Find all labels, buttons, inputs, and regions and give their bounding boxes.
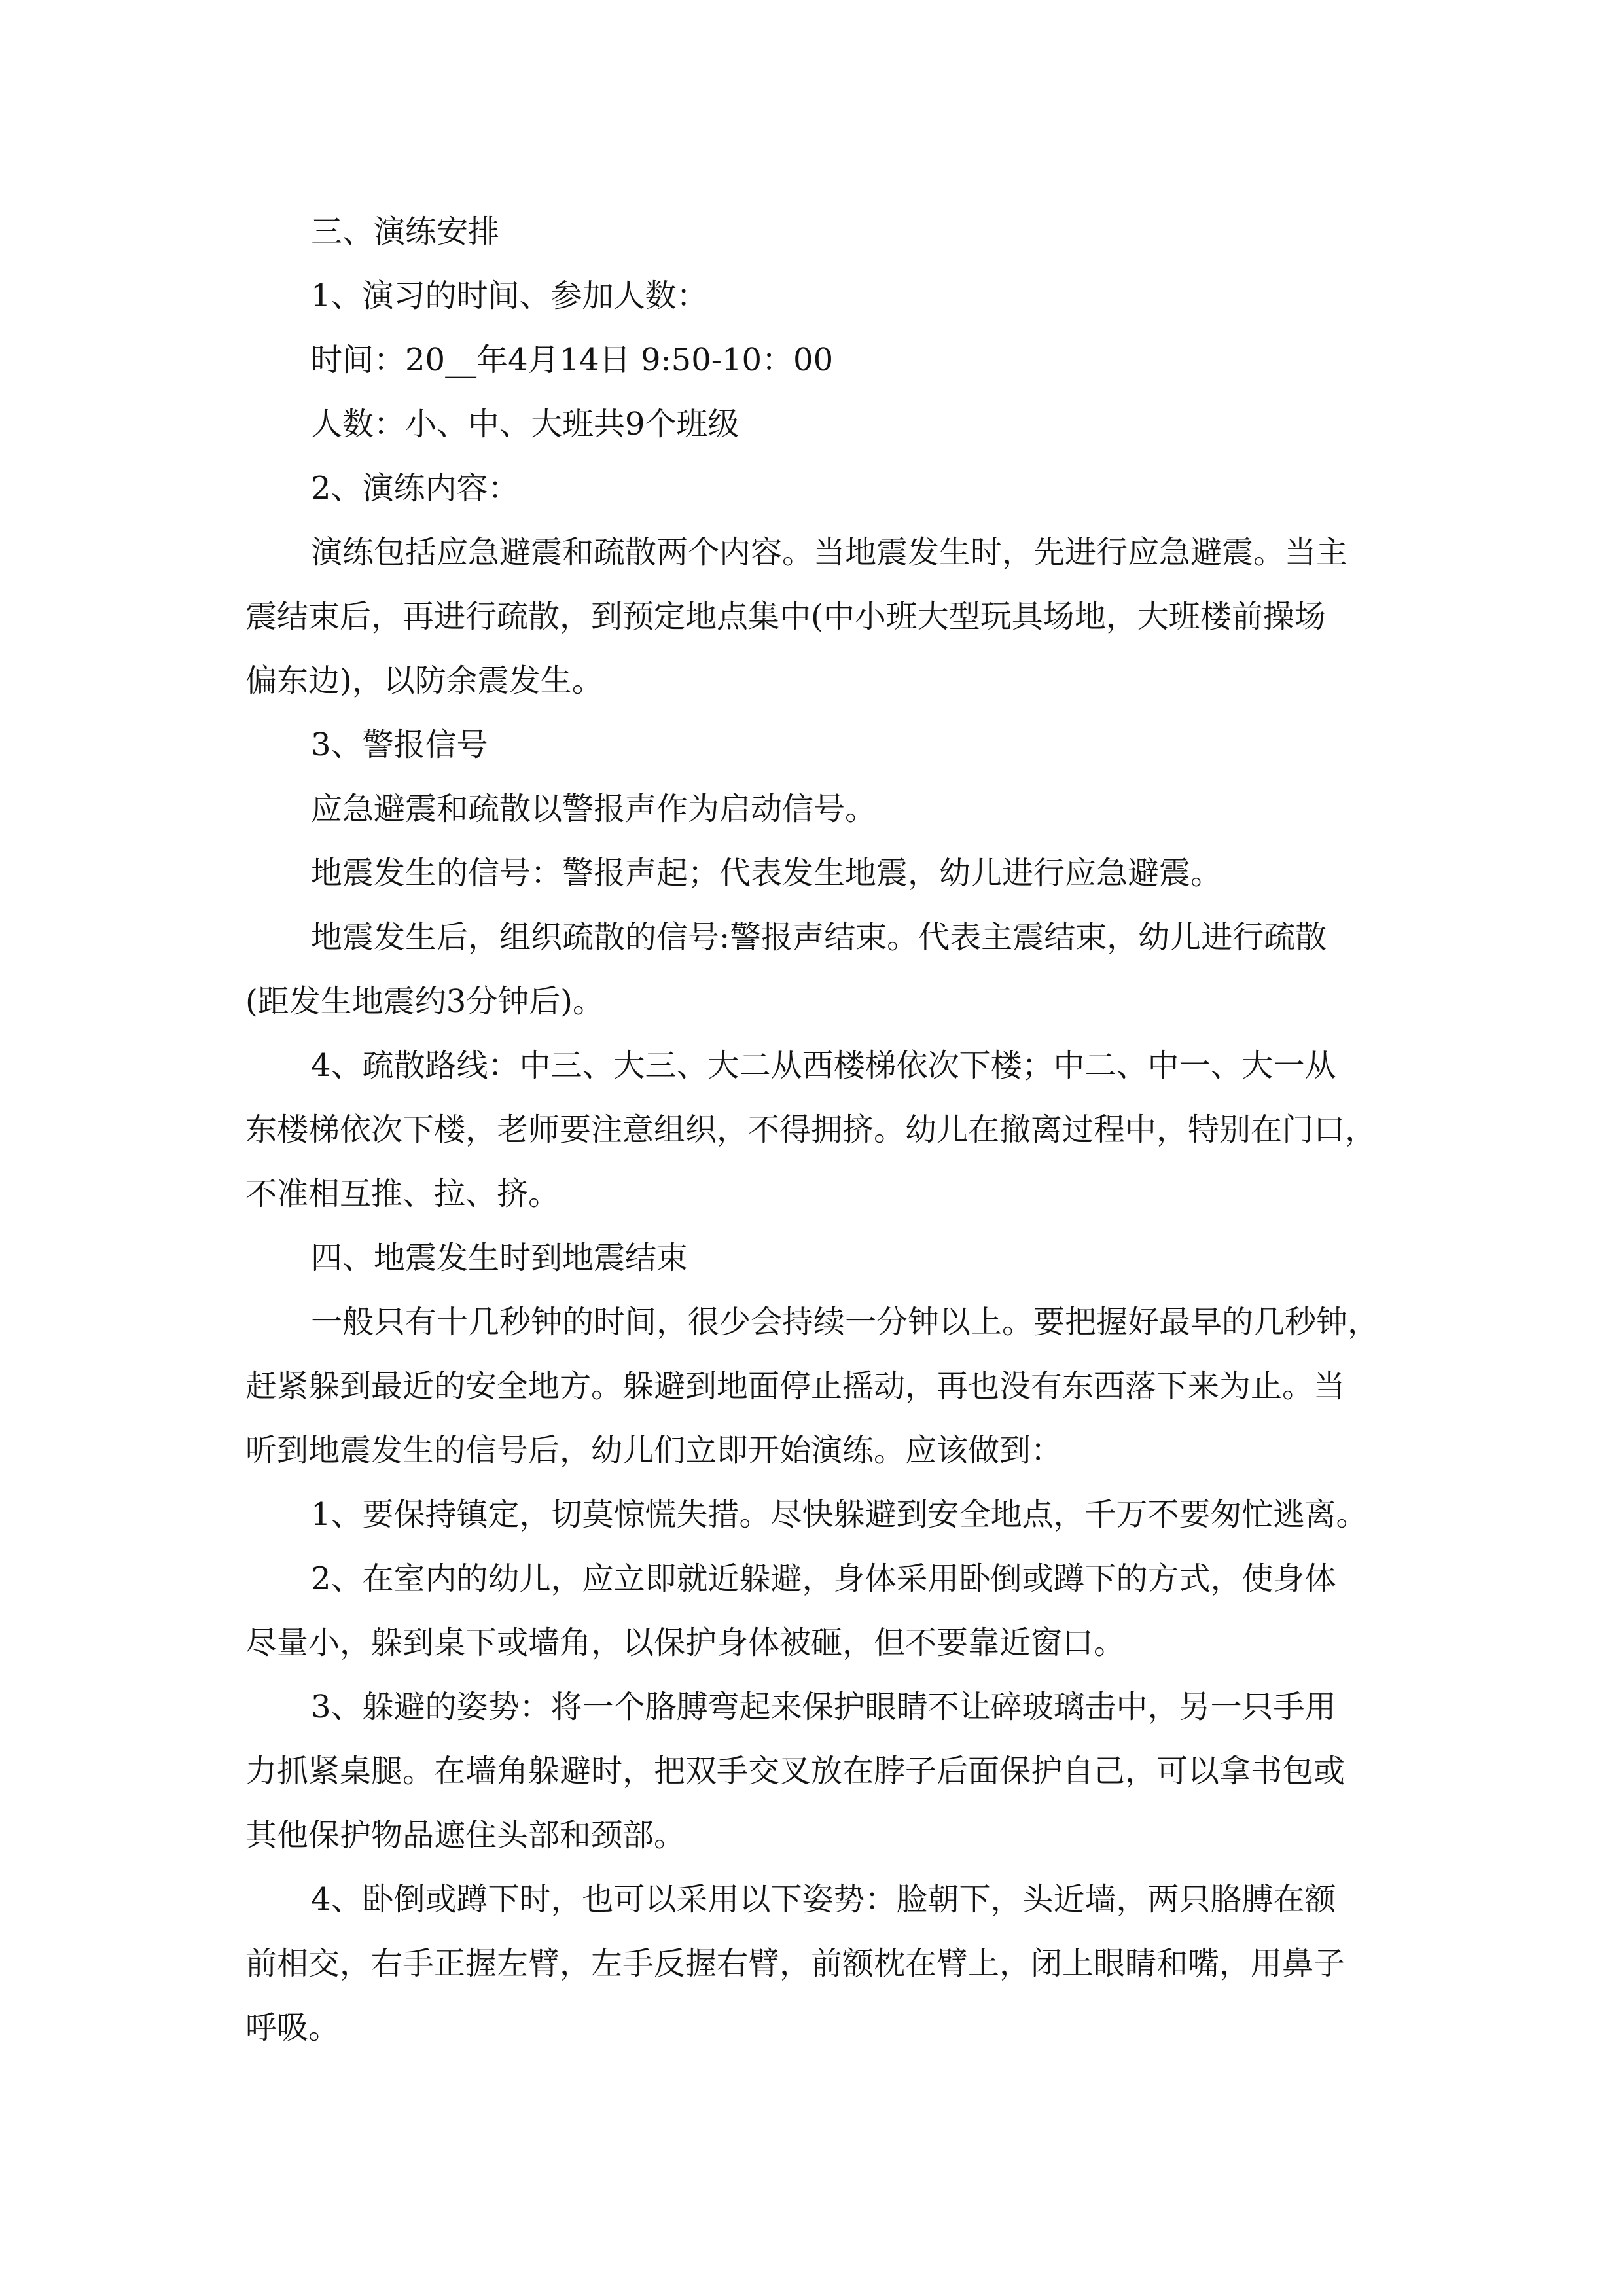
paragraph-line: 赶紧躲到最近的安全地方。躲避到地面停止摇动，再也没有东西落下来为止。当 <box>245 1368 1346 1405</box>
paragraph-line: 呼吸。 <box>245 2009 340 2046</box>
paragraph-line: 不准相互推、拉、挤。 <box>245 1175 560 1212</box>
paragraph-line: 东楼梯依次下楼，老师要注意组织，不得拥挤。幼儿在撤离过程中，特别在门口， <box>245 1111 1377 1148</box>
section-heading-drill-arrangement: 三、演练安排 <box>311 213 500 250</box>
paragraph-line: 一般只有十几秒钟的时间，很少会持续一分钟以上。要把握好最早的几秒钟， <box>311 1304 1380 1340</box>
paragraph-line: (距发生地震约3分钟后)。 <box>245 983 604 1020</box>
paragraph-line: 尽量小，躲到桌下或墙角，以保护身体被砸，但不要靠近窗口。 <box>245 1624 1126 1661</box>
list-item: 1、要保持镇定，切莫惊慌失措。尽快躲避到安全地点，千万不要匆忙逃离。 <box>311 1496 1368 1533</box>
section-heading-earthquake: 四、地震发生时到地震结束 <box>311 1240 688 1276</box>
list-item: 2、演练内容： <box>311 470 520 507</box>
paragraph-line: 偏东边)，以防余震发生。 <box>245 662 603 699</box>
paragraph-line: 听到地震发生的信号后，幼儿们立即开始演练。应该做到： <box>245 1432 1063 1469</box>
list-item: 1、演习的时间、参加人数： <box>311 278 708 314</box>
paragraph-line: 应急避震和疏散以警报声作为启动信号。 <box>311 791 877 827</box>
list-item: 3、警报信号 <box>311 726 488 763</box>
paragraph-line: 演练包括应急避震和疏散两个内容。当地震发生时，先进行应急避震。当主 <box>311 534 1348 571</box>
list-item: 2、在室内的幼儿，应立即就近躲避，身体采用卧倒或蹲下的方式，使身体 <box>311 1560 1336 1597</box>
paragraph-line: 前相交，右手正握左臂，左手反握右臂，前额枕在臂上，闭上眼睛和嘴，用鼻子 <box>245 1945 1346 1982</box>
paragraph-line: 力抓紧桌腿。在墙角躲避时，把双手交叉放在脖子后面保护自己，可以拿书包或 <box>245 1753 1346 1789</box>
paragraph-line: 地震发生后，组织疏散的信号:警报声结束。代表主震结束，幼儿进行疏散 <box>311 919 1327 956</box>
paragraph-line: 时间：20__年4月14日 9:50-10：00 <box>311 342 834 378</box>
list-item: 4、卧倒或蹲下时，也可以采用以下姿势：脸朝下，头近墙，两只胳膊在额 <box>311 1881 1336 1918</box>
paragraph-line: 震结束后，再进行疏散，到预定地点集中(中小班大型玩具场地，大班楼前操场 <box>245 598 1326 635</box>
list-item: 4、疏散路线：中三、大三、大二从西楼梯依次下楼；中二、中一、大一从 <box>311 1047 1336 1084</box>
paragraph-line: 地震发生的信号：警报声起；代表发生地震，幼儿进行应急避震。 <box>311 855 1222 891</box>
paragraph-line: 其他保护物品遮住头部和颈部。 <box>245 1817 686 1854</box>
document-body <box>245 200 1378 2060</box>
list-item: 3、躲避的姿势：将一个胳膊弯起来保护眼睛不让碎玻璃击中，另一只手用 <box>311 1689 1336 1725</box>
paragraph-line: 人数：小、中、大班共9个班级 <box>311 406 740 442</box>
